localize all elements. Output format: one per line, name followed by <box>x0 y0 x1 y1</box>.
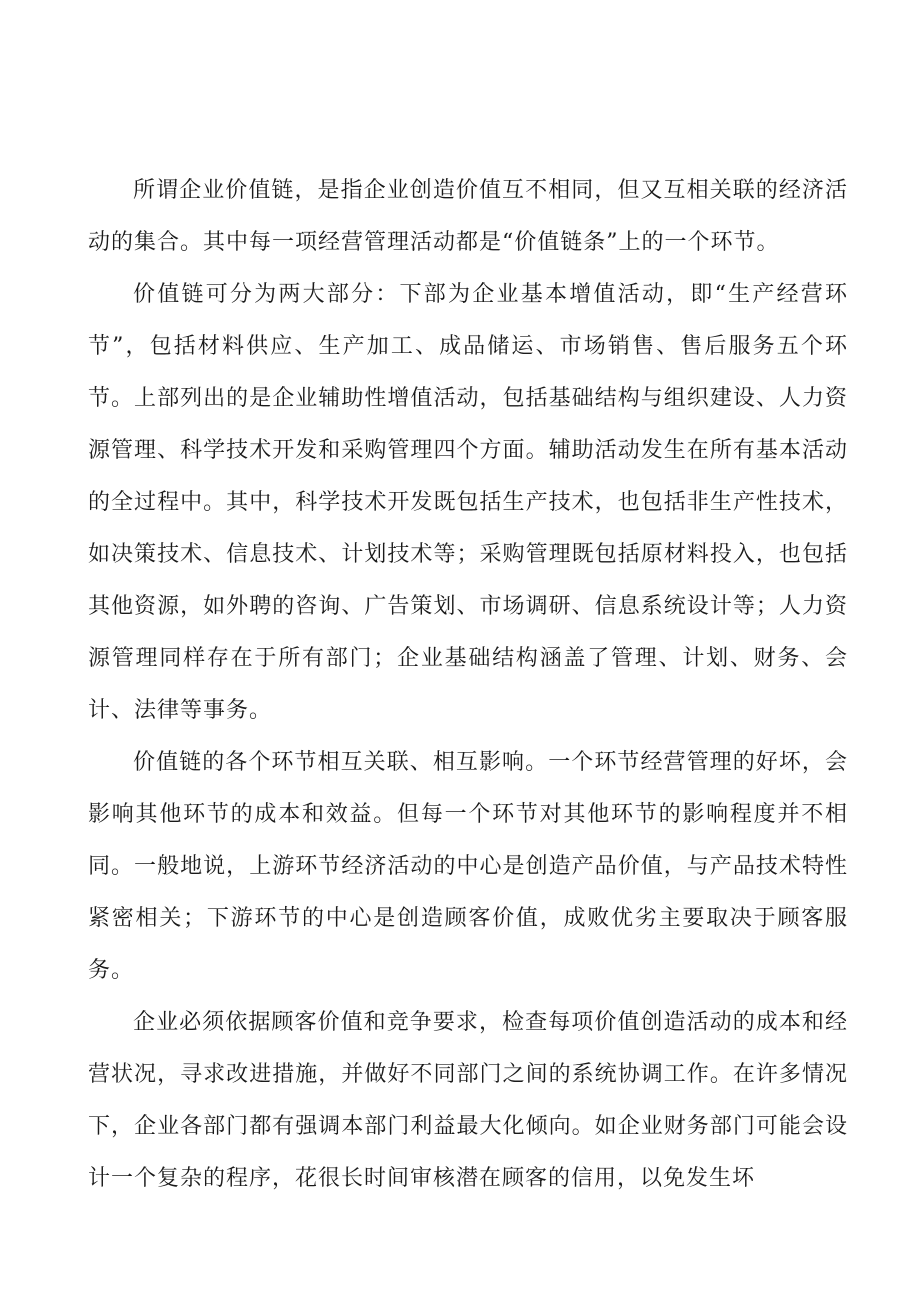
paragraph-1: 所谓企业价值链，是指企业创造价值互不相同，但又互相关联的经济活动的集合。其中每一项经营管理活动都是“价值链条”上的一个环节。 <box>88 178 848 255</box>
document-body <box>88 165 848 1205</box>
paragraph-2: 价值链可分为两大部分：下部为企业基本增值活动，即“生产经营环节”，包括材料供应、生产加工、成品储运、市场销售、售后服务五个环节。上部列出的是企业辅助性增值活动，包括基础结构与组织建设、人力资源管理、科学技术开发和采购管理四个方面。辅助活动发生在所有基本活动的全过程中。其中，科学技术开发既包括生产技术，也包括非生产性技术，如决策技术、信息技术、计划技术等；采购管理既包括原材料投入，也包括其他资源，如外聘的咨询、广告策划、市场调研、信息系统设计等；人力资源管理同样存在于所有部门；企业基础结构涵盖了管理、计划、财务、会计、法律等事务。 <box>88 282 848 723</box>
paragraph-3: 价值链的各个环节相互关联、相互影响。一个环节经营管理的好坏，会影响其他环节的成本和效益。但每一个环节对其他环节的影响程度并不相同。一般地说，上游环节经济活动的中心是创造产品价值，与产品技术特性紧密相关；下游环节的中心是创造顾客价值，成败优劣主要取决于顾客服务。 <box>88 750 848 983</box>
paragraph-4: 企业必须依据顾客价值和竞争要求，检查每项价值创造活动的成本和经营状况，寻求改进措施，并做好不同部门之间的系统协调工作。在许多情况下，企业各部门都有强调本部门利益最大化倾向。如企业财务部门可能会设计一个复杂的程序，花很长时间审核潜在顾客的信用，以免发生坏 <box>88 1010 848 1191</box>
